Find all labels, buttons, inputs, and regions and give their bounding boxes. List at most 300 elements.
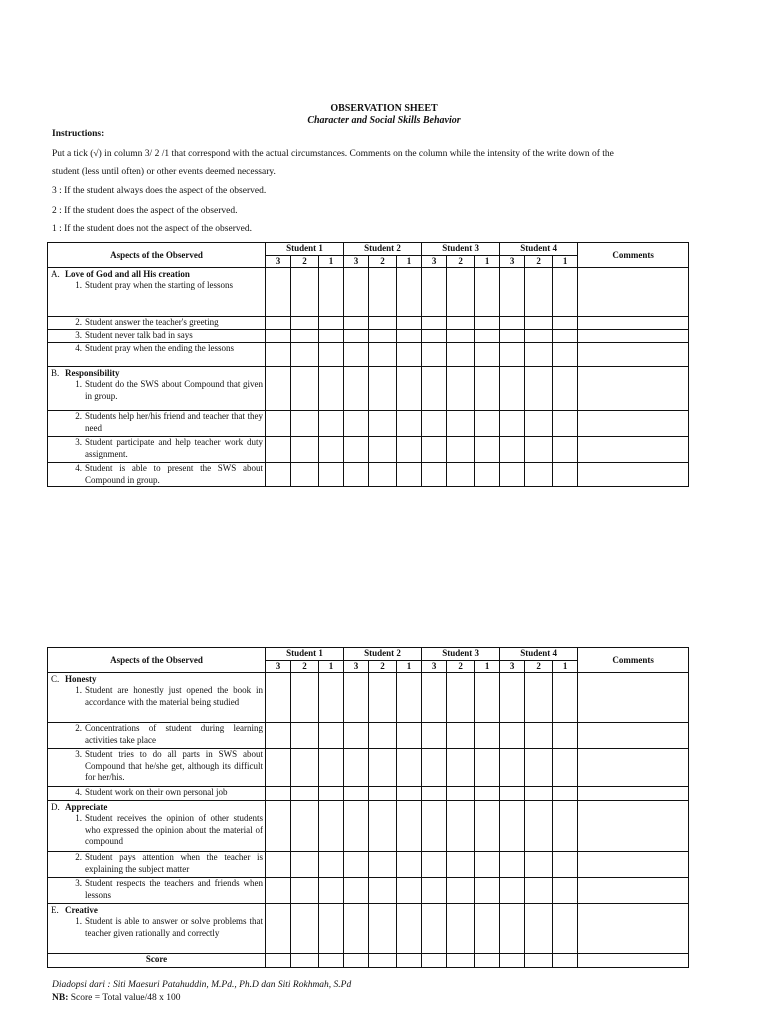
table-row	[48, 723, 689, 749]
tick-cell[interactable]	[344, 852, 369, 878]
tick-cell[interactable]	[397, 343, 422, 367]
tick-cell[interactable]	[447, 343, 475, 367]
tick-cell[interactable]	[266, 343, 291, 367]
tick-cell[interactable]	[422, 268, 447, 317]
tick-cell[interactable]	[500, 749, 525, 787]
tick-cell[interactable]	[525, 330, 553, 343]
score-column-header: 2	[447, 661, 475, 673]
tick-cell[interactable]	[291, 317, 319, 330]
table-row	[48, 330, 689, 343]
tick-cell[interactable]	[319, 330, 344, 343]
tick-cell[interactable]	[500, 878, 525, 904]
aspect-cell	[48, 343, 266, 367]
tick-cell[interactable]	[291, 801, 319, 852]
tick-cell[interactable]	[500, 268, 525, 317]
tick-cell[interactable]	[447, 749, 475, 787]
tick-cell[interactable]	[553, 852, 578, 878]
tick-cell[interactable]	[291, 749, 319, 787]
comment-cell[interactable]	[578, 878, 689, 904]
tick-cell[interactable]	[447, 787, 475, 801]
score-column-header: 1	[553, 661, 578, 673]
tick-cell[interactable]	[475, 673, 500, 723]
tick-cell[interactable]	[344, 463, 369, 487]
tick-cell[interactable]	[500, 437, 525, 463]
tick-cell[interactable]	[291, 904, 319, 954]
score-row	[48, 954, 689, 968]
tick-cell[interactable]	[500, 343, 525, 367]
tick-cell[interactable]	[291, 463, 319, 487]
item-text: Student do the SWS about Compound that given in group.	[85, 379, 263, 401]
score-cell[interactable]	[475, 954, 500, 968]
tick-cell[interactable]	[266, 852, 291, 878]
tick-cell[interactable]	[500, 673, 525, 723]
tick-cell[interactable]	[369, 437, 397, 463]
tick-cell[interactable]	[369, 673, 397, 723]
table-row	[48, 878, 689, 904]
tick-cell[interactable]	[266, 878, 291, 904]
aspect-cell	[48, 411, 266, 437]
tick-cell[interactable]	[319, 801, 344, 852]
tick-cell[interactable]	[553, 904, 578, 954]
tick-cell[interactable]	[344, 437, 369, 463]
tick-cell[interactable]	[447, 852, 475, 878]
item-text: Student pray when the starting of lessons	[85, 280, 233, 291]
student-header: Student 1	[266, 243, 344, 256]
list-item	[48, 411, 265, 434]
tick-cell[interactable]	[397, 367, 422, 411]
section-heading	[48, 904, 265, 916]
tick-cell[interactable]	[319, 343, 344, 367]
list-item	[48, 723, 265, 746]
comment-cell[interactable]	[578, 673, 689, 723]
tick-cell[interactable]	[500, 411, 525, 437]
comment-cell[interactable]	[578, 954, 689, 968]
observation-table-2	[47, 647, 689, 968]
tick-cell[interactable]	[447, 317, 475, 330]
section-title: Love of God and all His creation	[65, 269, 190, 280]
tick-cell[interactable]	[422, 411, 447, 437]
section-letter: E.	[51, 905, 59, 916]
tick-cell[interactable]	[447, 878, 475, 904]
tick-cell[interactable]	[397, 904, 422, 954]
tick-cell[interactable]	[266, 437, 291, 463]
tick-cell[interactable]	[422, 367, 447, 411]
tick-cell[interactable]	[447, 801, 475, 852]
score-column-header: 3	[500, 661, 525, 673]
aspect-cell	[48, 723, 266, 749]
comment-cell[interactable]	[578, 852, 689, 878]
tick-cell[interactable]	[397, 852, 422, 878]
tick-cell[interactable]	[291, 411, 319, 437]
tick-cell[interactable]	[447, 411, 475, 437]
tick-cell[interactable]	[525, 749, 553, 787]
tick-cell[interactable]	[500, 852, 525, 878]
tick-cell[interactable]	[525, 317, 553, 330]
score-column-header: 2	[447, 256, 475, 268]
tick-cell[interactable]	[266, 801, 291, 852]
section-heading	[48, 673, 265, 685]
comment-cell[interactable]	[578, 723, 689, 749]
student-header: Student 3	[422, 243, 500, 256]
score-cell[interactable]	[500, 954, 525, 968]
item-text: Student tries to do all parts in SWS about Compound that he/she get, although its difficult for her/his.	[85, 749, 263, 782]
list-item	[48, 878, 265, 901]
score-cell[interactable]	[291, 954, 319, 968]
section-title: Honesty	[65, 674, 97, 685]
tick-cell[interactable]	[291, 343, 319, 367]
tick-cell[interactable]	[291, 878, 319, 904]
item-text: Student respects the teachers and friends when lessons	[85, 878, 263, 900]
tick-cell[interactable]	[397, 749, 422, 787]
tick-cell[interactable]	[525, 787, 553, 801]
tick-cell[interactable]	[291, 367, 319, 411]
tick-cell[interactable]	[422, 673, 447, 723]
tick-cell[interactable]	[344, 268, 369, 317]
aspect-cell	[48, 787, 266, 801]
tick-cell[interactable]	[369, 852, 397, 878]
tick-cell[interactable]	[291, 852, 319, 878]
tick-cell[interactable]	[397, 787, 422, 801]
observation-table-1	[47, 242, 689, 487]
tick-cell[interactable]	[553, 411, 578, 437]
tick-cell[interactable]	[266, 367, 291, 411]
tick-cell[interactable]	[475, 904, 500, 954]
tick-cell[interactable]	[344, 749, 369, 787]
comment-cell[interactable]	[578, 463, 689, 487]
score-cell[interactable]	[397, 954, 422, 968]
tick-cell[interactable]	[525, 904, 553, 954]
tick-cell[interactable]	[319, 463, 344, 487]
tick-cell[interactable]	[344, 317, 369, 330]
tick-cell[interactable]	[344, 904, 369, 954]
score-column-header: 1	[475, 661, 500, 673]
tick-cell[interactable]	[291, 673, 319, 723]
tick-cell[interactable]	[344, 878, 369, 904]
tick-cell[interactable]	[475, 343, 500, 367]
list-item	[48, 343, 265, 354]
tick-cell[interactable]	[344, 411, 369, 437]
tick-cell[interactable]	[319, 749, 344, 787]
item-text: Student answer the teacher's greeting	[85, 317, 219, 328]
aspects-header: Aspects of the Observed	[48, 648, 266, 673]
list-item	[48, 379, 265, 402]
tick-cell[interactable]	[422, 463, 447, 487]
tick-cell[interactable]	[447, 463, 475, 487]
tick-cell[interactable]	[475, 411, 500, 437]
tick-cell[interactable]	[553, 343, 578, 367]
tick-cell[interactable]	[344, 343, 369, 367]
score-cell[interactable]	[344, 954, 369, 968]
tick-cell[interactable]	[319, 317, 344, 330]
score-column-header: 1	[553, 256, 578, 268]
table-row	[48, 367, 689, 411]
tick-cell[interactable]	[553, 463, 578, 487]
tick-cell[interactable]	[344, 801, 369, 852]
tick-cell[interactable]	[422, 904, 447, 954]
tick-cell[interactable]	[397, 463, 422, 487]
item-text: Student participate and help teacher work duty assignment.	[85, 437, 263, 459]
tick-cell[interactable]	[422, 437, 447, 463]
tick-cell[interactable]	[319, 367, 344, 411]
tick-cell[interactable]	[553, 330, 578, 343]
tick-cell[interactable]	[369, 723, 397, 749]
tick-cell[interactable]	[447, 723, 475, 749]
item-number: 4.	[75, 463, 82, 474]
tick-cell[interactable]	[553, 878, 578, 904]
tick-cell[interactable]	[553, 787, 578, 801]
tick-cell[interactable]	[525, 268, 553, 317]
tick-cell[interactable]	[475, 367, 500, 411]
tick-cell[interactable]	[291, 787, 319, 801]
tick-cell[interactable]	[422, 852, 447, 878]
tick-cell[interactable]	[553, 367, 578, 411]
tick-cell[interactable]	[422, 801, 447, 852]
tick-cell[interactable]	[369, 367, 397, 411]
tick-cell[interactable]	[422, 723, 447, 749]
student-header: Student 2	[344, 648, 422, 661]
item-text: Student pays attention when the teacher is explaining the subject matter	[85, 852, 263, 874]
tick-cell[interactable]	[369, 904, 397, 954]
tick-cell[interactable]	[447, 367, 475, 411]
tick-cell[interactable]	[500, 367, 525, 411]
comment-cell[interactable]	[578, 787, 689, 801]
tick-cell[interactable]	[344, 367, 369, 411]
tick-cell[interactable]	[266, 904, 291, 954]
tick-cell[interactable]	[369, 317, 397, 330]
tick-cell[interactable]	[266, 411, 291, 437]
tick-cell[interactable]	[525, 878, 553, 904]
tick-cell[interactable]	[266, 749, 291, 787]
tick-cell[interactable]	[525, 723, 553, 749]
tick-cell[interactable]	[447, 904, 475, 954]
list-item	[48, 437, 265, 460]
aspect-cell	[48, 878, 266, 904]
aspect-cell	[48, 749, 266, 787]
tick-cell[interactable]	[319, 723, 344, 749]
item-number: 3.	[75, 749, 82, 760]
tick-cell[interactable]	[397, 268, 422, 317]
instructions-label: Instructions:	[52, 129, 105, 139]
table-row	[48, 749, 689, 787]
item-number: 1.	[75, 813, 82, 824]
item-number: 3.	[75, 437, 82, 448]
tick-cell[interactable]	[369, 268, 397, 317]
tick-cell[interactable]	[369, 801, 397, 852]
tick-cell[interactable]	[344, 723, 369, 749]
tick-cell[interactable]	[319, 437, 344, 463]
tick-cell[interactable]	[369, 411, 397, 437]
tick-cell[interactable]	[500, 801, 525, 852]
tick-cell[interactable]	[266, 673, 291, 723]
tick-cell[interactable]	[525, 801, 553, 852]
tick-cell[interactable]	[447, 673, 475, 723]
tick-cell[interactable]	[525, 411, 553, 437]
tick-cell[interactable]	[475, 723, 500, 749]
comment-cell[interactable]	[578, 317, 689, 330]
tick-cell[interactable]	[422, 343, 447, 367]
tick-cell[interactable]	[553, 749, 578, 787]
tick-cell[interactable]	[500, 723, 525, 749]
tick-cell[interactable]	[319, 852, 344, 878]
tick-cell[interactable]	[475, 852, 500, 878]
tick-cell[interactable]	[500, 904, 525, 954]
item-text: Student never talk bad in says	[85, 330, 193, 341]
nb-text: Score = Total value/48 x 100	[68, 993, 181, 1003]
tick-cell[interactable]	[475, 463, 500, 487]
item-number: 4.	[75, 343, 82, 354]
tick-cell[interactable]	[475, 787, 500, 801]
tick-cell[interactable]	[500, 787, 525, 801]
tick-cell[interactable]	[475, 317, 500, 330]
tick-cell[interactable]	[344, 673, 369, 723]
tick-cell[interactable]	[397, 673, 422, 723]
aspect-cell	[48, 330, 266, 343]
tick-cell[interactable]	[397, 878, 422, 904]
tick-cell[interactable]	[291, 330, 319, 343]
comment-cell[interactable]	[578, 801, 689, 852]
tick-cell[interactable]	[553, 723, 578, 749]
tick-cell[interactable]	[397, 437, 422, 463]
comment-cell[interactable]	[578, 904, 689, 954]
page-title: OBSERVATION SHEET	[330, 103, 438, 114]
tick-cell[interactable]	[291, 268, 319, 317]
item-number: 2.	[75, 852, 82, 863]
tick-cell[interactable]	[369, 463, 397, 487]
tick-cell[interactable]	[266, 330, 291, 343]
section-letter: B.	[51, 368, 60, 379]
tick-cell[interactable]	[319, 878, 344, 904]
tick-cell[interactable]	[500, 463, 525, 487]
tick-cell[interactable]	[525, 437, 553, 463]
tick-cell[interactable]	[447, 437, 475, 463]
tick-cell[interactable]	[344, 787, 369, 801]
score-column-header: 3	[344, 256, 369, 268]
aspect-cell	[48, 463, 266, 487]
student-header: Student 1	[266, 648, 344, 661]
tick-cell[interactable]	[266, 268, 291, 317]
tick-cell[interactable]	[397, 723, 422, 749]
tick-cell[interactable]	[369, 343, 397, 367]
score-cell[interactable]	[369, 954, 397, 968]
section-heading	[48, 801, 265, 813]
tick-cell[interactable]	[397, 317, 422, 330]
instructions-line-2: student (less until often) or other events deemed necessary.	[52, 167, 276, 177]
tick-cell[interactable]	[475, 330, 500, 343]
student-header: Student 2	[344, 243, 422, 256]
tick-cell[interactable]	[422, 330, 447, 343]
list-item	[48, 463, 265, 486]
score-column-header: 3	[266, 256, 291, 268]
tick-cell[interactable]	[422, 317, 447, 330]
tick-cell[interactable]	[525, 852, 553, 878]
tick-cell[interactable]	[553, 317, 578, 330]
score-column-header: 2	[369, 661, 397, 673]
tick-cell[interactable]	[553, 673, 578, 723]
tick-cell[interactable]	[369, 878, 397, 904]
score-cell[interactable]	[319, 954, 344, 968]
tick-cell[interactable]	[553, 437, 578, 463]
tick-cell[interactable]	[525, 673, 553, 723]
tick-cell[interactable]	[525, 343, 553, 367]
nb-label: NB:	[52, 993, 69, 1003]
list-item	[48, 787, 265, 798]
item-number: 1.	[75, 685, 82, 696]
tick-cell[interactable]	[553, 268, 578, 317]
tick-cell[interactable]	[319, 268, 344, 317]
tick-cell[interactable]	[553, 801, 578, 852]
tick-cell[interactable]	[447, 330, 475, 343]
item-text: Student pray when the ending the lessons	[85, 343, 234, 354]
tick-cell[interactable]	[525, 463, 553, 487]
section-heading	[48, 367, 265, 379]
comment-cell[interactable]	[578, 343, 689, 367]
item-text: Student is able to present the SWS about Compound in group.	[85, 463, 263, 485]
tick-cell[interactable]	[291, 437, 319, 463]
list-item	[48, 280, 265, 291]
tick-cell[interactable]	[266, 463, 291, 487]
scale-2: 2 : If the student does the aspect of the observed.	[52, 206, 238, 216]
tick-cell[interactable]	[369, 330, 397, 343]
tick-cell[interactable]	[319, 411, 344, 437]
tick-cell[interactable]	[344, 330, 369, 343]
comment-cell[interactable]	[578, 330, 689, 343]
tick-cell[interactable]	[475, 878, 500, 904]
tick-cell[interactable]	[266, 787, 291, 801]
tick-cell[interactable]	[266, 317, 291, 330]
tick-cell[interactable]	[397, 411, 422, 437]
tick-cell[interactable]	[525, 367, 553, 411]
score-label: Score	[48, 954, 266, 968]
score-cell[interactable]	[525, 954, 553, 968]
tick-cell[interactable]	[397, 330, 422, 343]
tick-cell[interactable]	[500, 330, 525, 343]
tick-cell[interactable]	[291, 723, 319, 749]
tick-cell[interactable]	[500, 317, 525, 330]
comment-cell[interactable]	[578, 268, 689, 317]
tick-cell[interactable]	[475, 749, 500, 787]
score-cell[interactable]	[447, 954, 475, 968]
tick-cell[interactable]	[422, 878, 447, 904]
tick-cell[interactable]	[475, 801, 500, 852]
aspect-cell	[48, 852, 266, 878]
item-text: Concentrations of student during learning activities take place	[85, 723, 263, 745]
tick-cell[interactable]	[422, 787, 447, 801]
score-cell[interactable]	[422, 954, 447, 968]
score-column-header: 1	[319, 256, 344, 268]
item-number: 2.	[75, 411, 82, 422]
tick-cell[interactable]	[369, 749, 397, 787]
section-title: Responsibility	[65, 368, 120, 379]
tick-cell[interactable]	[319, 787, 344, 801]
comment-cell[interactable]	[578, 749, 689, 787]
comment-cell[interactable]	[578, 437, 689, 463]
tick-cell[interactable]	[475, 437, 500, 463]
tick-cell[interactable]	[319, 673, 344, 723]
score-cell[interactable]	[266, 954, 291, 968]
tick-cell[interactable]	[422, 749, 447, 787]
item-text: Student receives the opinion of other students who expressed the opinion about the material of compound	[85, 813, 263, 846]
tick-cell[interactable]	[475, 268, 500, 317]
item-text: Student is able to answer or solve problems that teacher given rationally and correctly	[85, 916, 263, 938]
comment-cell[interactable]	[578, 367, 689, 411]
tick-cell[interactable]	[266, 723, 291, 749]
comment-cell[interactable]	[578, 411, 689, 437]
score-cell[interactable]	[553, 954, 578, 968]
tick-cell[interactable]	[447, 268, 475, 317]
tick-cell[interactable]	[369, 787, 397, 801]
tick-cell[interactable]	[397, 801, 422, 852]
tick-cell[interactable]	[319, 904, 344, 954]
